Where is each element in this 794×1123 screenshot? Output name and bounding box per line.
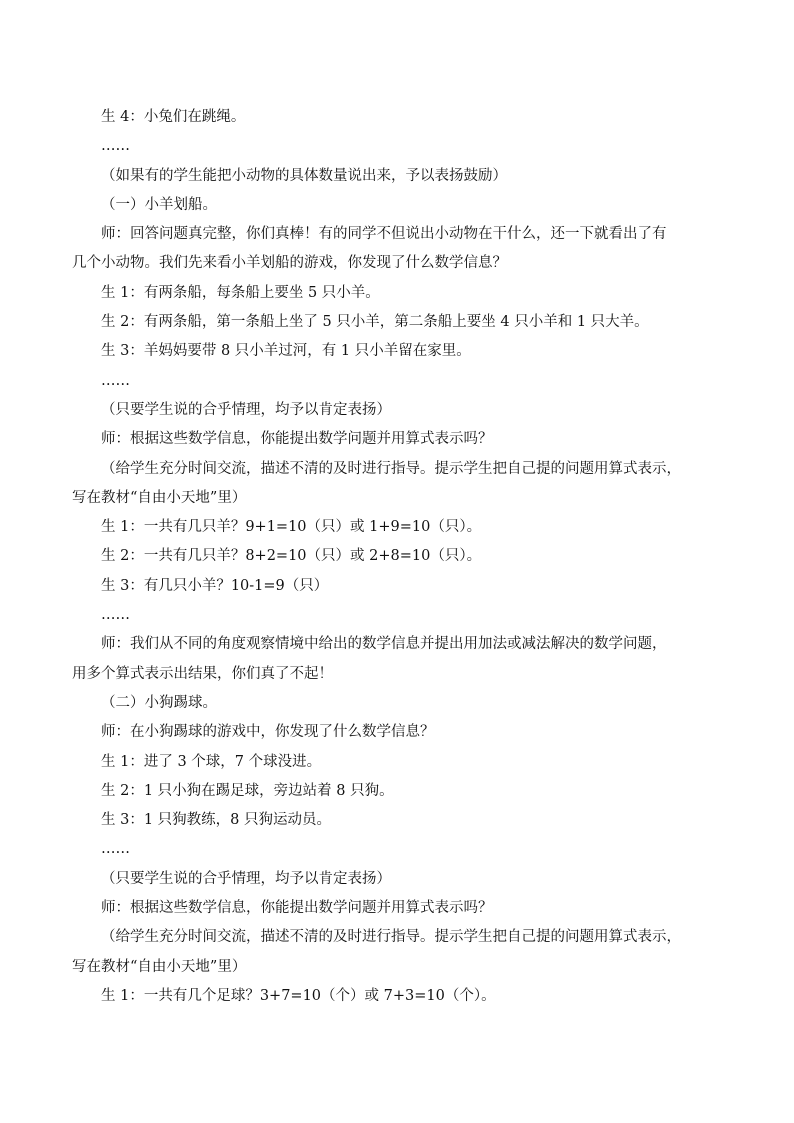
document-body [72, 103, 732, 1011]
paragraph-line: 生 1：一共有几个足球？3+7=10（个）或 7+3=10（个）。 [101, 987, 496, 1004]
paragraph-line: 生 3：有几只小羊？10-1=9（只） [101, 577, 329, 594]
paragraph-line: 生 1：有两条船，每条船上要坐 5 只小羊。 [101, 284, 380, 301]
section-heading: （二）小狗踢球。 [101, 694, 217, 711]
paragraph-line: （给学生充分时间交流，描述不清的及时进行指导。提示学生把自己提的问题用算式表示， [101, 929, 681, 946]
paragraph-line: 生 2：1 只小狗在踢足球，旁边站着 8 只狗。 [101, 782, 394, 799]
paragraph-line: 师：根据这些数学信息，你能提出数学问题并用算式表示吗？ [101, 900, 493, 917]
paragraph-line: 师：在小狗踢球的游戏中，你发现了什么数学信息？ [101, 724, 435, 741]
paragraph-line: （只要学生说的合乎情理，均予以肯定表扬） [101, 401, 391, 418]
ellipsis-line: …… [101, 607, 130, 624]
paragraph-line: 写在教材“自由小天地”里） [72, 958, 247, 975]
paragraph-line: 生 2：有两条船，第一条船上坐了 5 只小羊，第二条船上要坐 4 只小羊和 1 只大羊。 [101, 314, 649, 331]
paragraph-line: 师：根据这些数学信息，你能提出数学问题并用算式表示吗？ [101, 431, 493, 448]
paragraph-line: 生 3：1 只狗教练，8 只狗运动员。 [101, 812, 332, 829]
paragraph-line: 用多个算式表示出结果，你们真了不起！ [72, 665, 333, 682]
paragraph-line: 师：回答问题真完整，你们真棒！有的同学不但说出小动物在干什么，还一下就看出了有 [101, 226, 667, 243]
paragraph-line: （给学生充分时间交流，描述不清的及时进行指导。提示学生把自己提的问题用算式表示， [101, 460, 681, 477]
paragraph-line: （如果有的学生能把小动物的具体数量说出来，予以表扬鼓励） [101, 167, 507, 184]
ellipsis-line: …… [101, 138, 130, 155]
paragraph-line: 生 2：一共有几只羊？8+2=10（只）或 2+8=10（只）。 [101, 548, 482, 565]
paragraph-line: 生 4：小兔们在跳绳。 [101, 109, 246, 125]
paragraph-line: 生 1：进了 3 个球，7 个球没进。 [101, 753, 322, 770]
paragraph-line: （只要学生说的合乎情理，均予以肯定表扬） [101, 870, 391, 887]
ellipsis-line: …… [101, 372, 130, 389]
paragraph-line: 生 3：羊妈妈要带 8 只小羊过河，有 1 只小羊留在家里。 [101, 343, 471, 360]
ellipsis-line: …… [101, 841, 130, 858]
paragraph-line: 师：我们从不同的角度观察情境中给出的数学信息并提出用加法或减法解决的数学问题， [101, 636, 667, 653]
section-heading: （一）小羊划船。 [101, 196, 217, 213]
paragraph-line: 几个小动物。我们先来看小羊划船的游戏，你发现了什么数学信息？ [72, 255, 507, 272]
paragraph-line: 生 1：一共有几只羊？9+1=10（只）或 1+9=10（只）。 [101, 519, 482, 536]
paragraph-line: 写在教材“自由小天地”里） [72, 489, 247, 506]
